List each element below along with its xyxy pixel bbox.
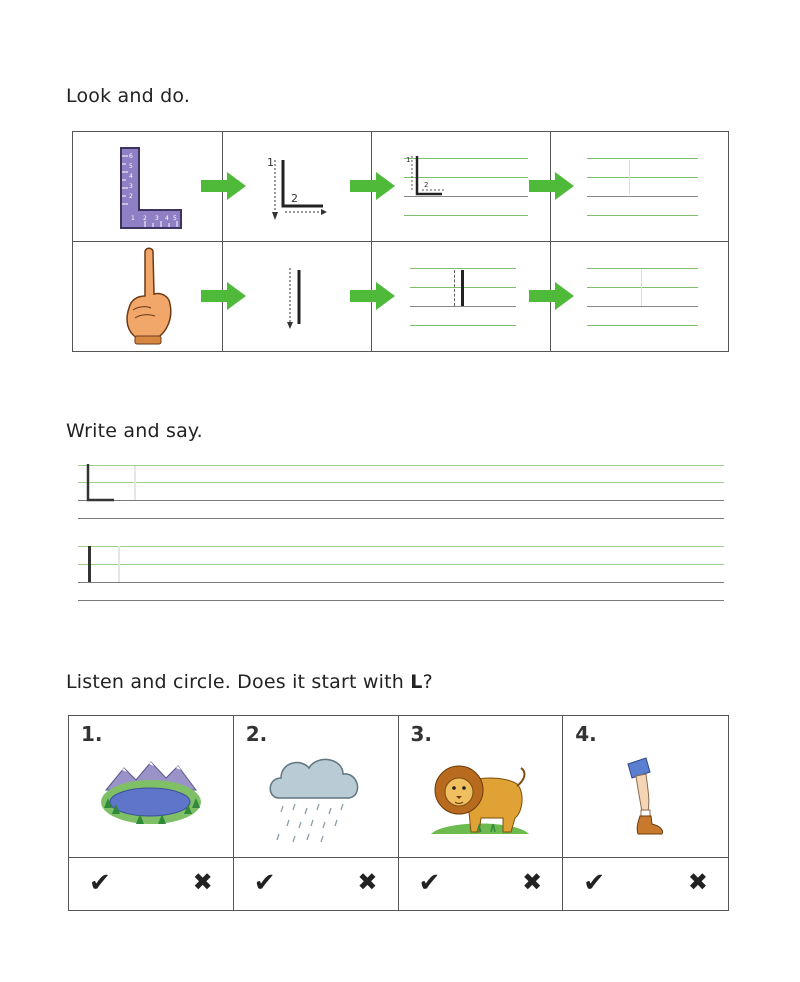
handwriting-lines bbox=[587, 268, 698, 326]
item-number: 4. bbox=[575, 722, 597, 746]
ruler-number: 4 bbox=[129, 173, 133, 180]
write-and-say-heading: Write and say. bbox=[66, 420, 203, 442]
ruler-l-picture bbox=[103, 144, 193, 234]
ruler-number: 6 bbox=[129, 153, 133, 160]
tick-icon[interactable]: ✔ bbox=[418, 868, 441, 898]
ruler-number: 3 bbox=[129, 183, 133, 190]
ruler-number: 2 bbox=[143, 215, 147, 222]
ruler-number: 5 bbox=[129, 163, 133, 170]
green-arrow-icon bbox=[529, 281, 575, 311]
quiz-item-2 bbox=[234, 716, 399, 858]
ruler-number: 2 bbox=[129, 193, 133, 200]
uppercase-l-faded-guide bbox=[134, 466, 136, 500]
cross-icon[interactable]: ✖ bbox=[522, 868, 543, 896]
handwriting-lines bbox=[410, 268, 516, 326]
answer-cell-2 bbox=[234, 858, 399, 910]
quiz-item-4 bbox=[563, 716, 728, 858]
stroke-number-2: 2 bbox=[291, 192, 298, 205]
uppercase-l-stroke-diagram bbox=[261, 154, 361, 234]
target-letter: L bbox=[410, 671, 423, 693]
writing-practice-area[interactable] bbox=[78, 458, 724, 618]
uppercase-l-small-stroke-diagram bbox=[402, 152, 462, 202]
ruler-number: 3 bbox=[155, 215, 159, 222]
tick-icon[interactable]: ✔ bbox=[583, 868, 606, 898]
cross-icon[interactable]: ✖ bbox=[192, 868, 213, 896]
green-arrow-icon bbox=[201, 171, 247, 201]
leg-picture bbox=[616, 750, 676, 840]
ruler-number: 1 bbox=[131, 215, 135, 222]
tick-icon[interactable]: ✔ bbox=[89, 868, 111, 898]
look-and-do-grid bbox=[72, 131, 729, 352]
answer-cell-1 bbox=[69, 858, 234, 910]
stroke-number-2: 2 bbox=[424, 181, 429, 189]
lowercase-l-practice-cell[interactable] bbox=[551, 242, 728, 352]
uppercase-l-practice-cell[interactable] bbox=[551, 132, 728, 242]
item-number: 3. bbox=[410, 722, 433, 746]
tick-icon[interactable]: ✔ bbox=[253, 868, 276, 898]
stroke-number-1: 1 bbox=[267, 156, 274, 169]
green-arrow-icon bbox=[350, 171, 396, 201]
quiz-item-1 bbox=[69, 716, 234, 858]
green-arrow-icon bbox=[201, 281, 247, 311]
ruler-number: 5 bbox=[173, 215, 177, 222]
green-arrow-icon bbox=[350, 281, 396, 311]
handwriting-lines bbox=[587, 158, 698, 216]
green-arrow-icon bbox=[529, 171, 575, 201]
answer-cell-4 bbox=[563, 858, 728, 910]
listen-and-circle-heading: Listen and circle. Does it start with L? bbox=[66, 671, 433, 693]
cross-icon[interactable]: ✖ bbox=[687, 868, 708, 896]
uppercase-l-on-lines-cell bbox=[372, 132, 551, 242]
cross-icon[interactable]: ✖ bbox=[357, 868, 378, 896]
lion-picture bbox=[425, 750, 535, 840]
item-number: 1. bbox=[81, 722, 103, 746]
lake-picture bbox=[96, 750, 206, 830]
answer-cell-3 bbox=[399, 858, 564, 910]
pointing-finger-picture bbox=[117, 246, 187, 346]
listen-and-circle-grid bbox=[68, 715, 729, 911]
lowercase-l-faded-guide bbox=[118, 546, 120, 582]
quiz-item-3 bbox=[399, 716, 564, 858]
lowercase-l-on-lines-cell bbox=[372, 242, 551, 352]
lowercase-l-stroke-diagram bbox=[281, 264, 321, 344]
rain-cloud-picture bbox=[261, 750, 371, 850]
stroke-number-1: 1 bbox=[406, 156, 411, 164]
uppercase-l-model bbox=[84, 462, 124, 506]
ruler-number: 4 bbox=[165, 215, 169, 222]
look-and-do-heading: Look and do. bbox=[66, 85, 191, 107]
item-number: 2. bbox=[245, 722, 268, 746]
lowercase-l-model bbox=[88, 546, 91, 582]
